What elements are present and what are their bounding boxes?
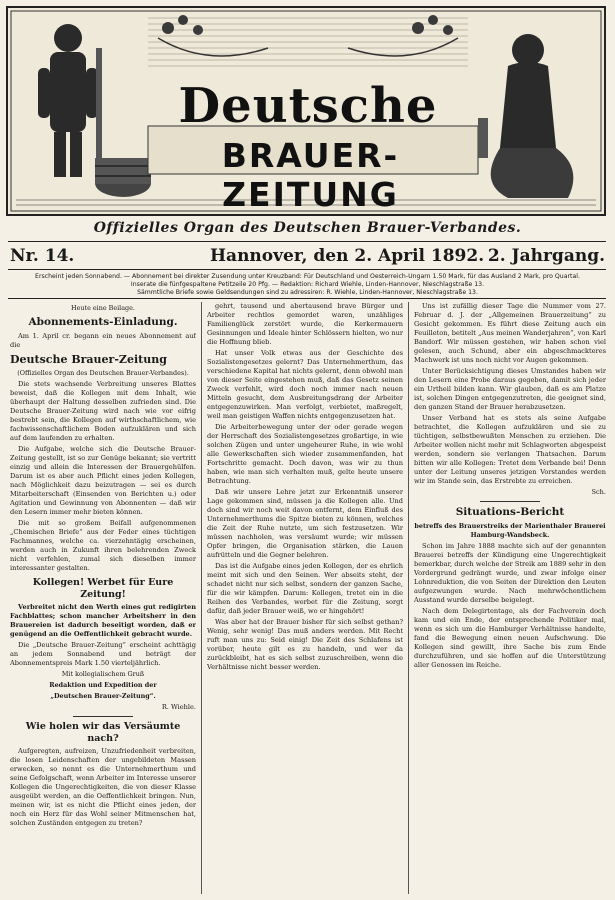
paragraph: Hat unser Volk etwas aus der Geschichte des Sozialistengesetzes gelernt? Das Unternehmerthum, das verschiedene Kapital hat nichts gelernt, denn obwohl man von dieser Seite eingestehen muß, daß das Gesetz seinen Zweck verfehlt, wird doch noch immer nach neuen Mitteln gesucht, dem Ausbreitungsdrang der Arbeiter entgegenzuwirken. Man verfolgt, verbietet, maßregelt, weil man geistigen Waffen nichts entgegenzusetzen hat. (207, 349, 403, 420)
title-line-2: BRAUER-ZEITUNG (221, 136, 400, 214)
column-2 (207, 302, 403, 894)
article-heading: Wie holen wir das Versäumte nach? (25, 721, 181, 744)
volume-number: 2. Jahrgang. (487, 246, 605, 266)
paragraph: Verbreitet nicht den Werth eines gut redigirten Fachblattes; schon mancher Arbeitsherr in den Brauereien ist dadurch beseitigt worden, daß er genügend an die Oeffentlichkeit gebracht wurde. (10, 603, 196, 638)
gambrinus-figure-right (478, 34, 573, 198)
info-line-1: Erscheint jeden Sonnabend. — Abonnement bei direkter Zusendung unter Kreuzband: Für Deutschland und Oesterreich-Ungarn 1.50 Mark, für das Ausland 2 Mark, pro Quartal. (35, 273, 580, 280)
subtitle: Offizielles Organ des Deutschen Brauer-Verbandes. (93, 220, 522, 236)
paragraph: Die mit so großem Beifall aufgenommenen „Chemischen Briefe“ aus der Feder eines tüchtigen Fachmannes, welche ca. vierzehntägig erscheinen, werden auch in Zukunft ihren belehrenden Zweck nicht verfehlen, zumal sich dieselben immer interessanter gestalten. (10, 519, 196, 572)
paragraph: Unter Berücksichtigung dieses Umstandes haben wir den Lesern eine Probe daraus gegeben, damit sich jeder ein Urtheil bilden kann. Wir glauben, daß es am Platze ist, solchen Dingen entgegenzutreten, die geeignet sind, den ganzen Stand der Brauer herabzusetzen. (414, 367, 606, 411)
greeting: Mit kollegialischem Gruß (61, 670, 145, 678)
report-heading: Situations-Bericht (455, 506, 565, 518)
paragraph: gehrt, tausend und abertausend brave Bürger und Arbeiter rechtlos gemordet waren, unzähliges Familienglück zerstört wurde, die Kerkermauern Gesinnungen und Ideale hinter Schlössern hielten, wo nur die Hoffnung blieb. (207, 302, 403, 346)
issue-number: Nr. 14. (10, 246, 75, 266)
divider (480, 501, 540, 502)
signoff-line-2: „Deutschen Brauer-Zeitung“. (50, 692, 156, 700)
subscription-info (10, 273, 605, 298)
divider (8, 298, 606, 299)
column-divider (408, 302, 409, 894)
info-line-2: Inserate die fünfgespaltene Petitzeile 20 Pfg. — Redaktion: Richard Wiehle, Linden-Hannover, Nieschlagstraße 13. (130, 281, 485, 289)
paragraph: Die Aufgabe, welche sich die Deutsche Brauer-Zeitung gestellt, ist so zur Genüge bekannt; sie vertritt einzig und allein die Interessen der Brauergehülfen. Darum ist es aber auch Pflicht eines jeden Kollegen, nach Möglichkeit dazu beizutragen — sei es durch Mitarbeiterschaft (Einsenden von Berichten u.) oder Agitation und Gewinnung von Abonnenten — daß wir den Lesern immer mehr bieten können. (10, 445, 196, 516)
paragraph: Uns ist zufällig dieser Tage die Nummer vom 27. Februar d. J. der „Allgemeinen Brauerzeitung“ zu Gesicht gekommen. Es führt diese Zeitung auch ein Feuilleton, betitelt „Aus meinen Wanderjahren“, von Karl Bandorf. Wir müssen gestehen, wir haben schon viel gelesen, auch Schund, aber ein abgeschmackteres Machwerk ist uns noch nicht vor Augen gekommen. (414, 302, 606, 364)
brewer-figure-left (38, 24, 102, 177)
divider (8, 269, 606, 270)
call-heading: Kollegen! Werbet für Eure Zeitung! (32, 577, 174, 600)
issue-date: Hannover, den 2. April 1892. (210, 246, 485, 266)
article-signature: Sch. (591, 488, 606, 496)
divider (73, 716, 133, 717)
contents-note: Heute eine Beilage. (71, 304, 135, 312)
divider (8, 241, 606, 242)
paragraph: Daß wir unsere Lehre jetzt zur Erkenntniß unserer Lage gekommen sind, müssen ja die Kollegen alle. Und doch sind wir noch weit davon entfernt, dem Einfluß des Unternehmerthums die Spitze bieten zu können, welches die Zeit der Ruhe nutzte, um sich festzusetzen. Wir müssen nachholen, was versäumt wurde; wir müssen Opfer bringen, die Organisation stärken, die Lauen aufrütteln und die Gegner belehren. (207, 488, 403, 559)
paper-name: Deutsche Brauer-Zeitung (10, 353, 167, 366)
paragraph: Die stets wachsende Verbreitung unseres Blattes beweist, daß die Kollegen mit dem Inhalt, wie überhaupt der Haltung desselben zufrieden sind. Die Deutsche Brauer-Zeitung wird nach wie vor eifrig bestrebt sein, die Kollegen auf wirthschaftlichem, wie fachwissenschaftlichem Boden aufzuklären und sich auf dem laufenden zu erhalten. (10, 380, 196, 442)
dateline (10, 246, 605, 268)
signoff-name: R. Wiehle. (161, 703, 196, 711)
invite-text: Am 1. April cr. begann ein neues Abonnement auf die (10, 332, 196, 349)
hops-ornament (158, 15, 458, 56)
report-subheading: betreffs des Brauerstreiks der Marienthaler Brauerei Hamburg-Wandsbeck. (414, 522, 606, 539)
paper-sub: (Offizielles Organ des Deutschen Brauer-Verbandes). (17, 369, 189, 377)
title-line-1: Deutsche (178, 78, 438, 134)
masthead (6, 6, 606, 216)
paragraph: Das ist die Aufgabe eines jeden Kollegen, der es ehrlich meint mit sich und den Seinen. Wer abseits steht, der schadet nicht nur sich selbst, sondern der ganzen Sache, für die wir kämpfen. Darum: Kollegen, tretet ein in die Reihen des Verbandes, werbet für die Zeitung, sorgt dafür, daß jeder Brauer weiß, wo er hingehört! (207, 562, 403, 615)
paragraph: Die Arbeiterbewegung unter der oder gerade wegen der Herrschaft des Sozialistengesetzes großartige, in wie solchen Zügen und unter ungeheurer Ruhe, in wie wohl alle Gewerkschaften sich wieder zusammenfanden, hat Fortschritte gemacht. Doch davon, was wir zu thun haben, wie man sich verhalten muß, gelte heute unsere Betrachtung. (207, 423, 403, 485)
paragraph: Nach dem Delegirtentage, als der Fachverein doch kam und ein Ende, der entsprechende Politiker mal, wenn es sich um die Hamburger Verhältnisse handelte, fand die Bewegung einen neuen Aufschwung. Die Kollegen sind gewillt, ihre Sache bis zum Ende durchzuführen, und sie hoffen auf die Unterstützung aller Genossen im Reiche. (414, 607, 606, 669)
info-line-3: Sämmtliche Briefe sowie Geldsendungen sind zu adressiren: R. Wiehle, Linden-Hannover, Nieschlagstraße 13. (137, 289, 478, 297)
paragraph: Die „Deutsche Brauer-Zeitung“ erscheint achttägig an jedem Sonnabend und beträgt der Abonnementspreis Mark 1.50 vierteljährlich. (10, 641, 196, 667)
paragraph: Aufgeregten, aufreizen, Unzufriedenheit verbreiten, die losen Leidenschaften der ungebildeten Massen erwecken, so nennt es die Unternehmerthum und seine Gefolgschaft, wenn Arbeiter im Interesse unserer Kollegen die Ungerechtigkeiten, die von dieser Klasse ausgeübt werden, an die Oeffentlichkeit bringen. Nun, meinen wir, ist es nicht die Pflicht eines jeden, der noch ein Herz für das Wohl seiner Mitmenschen hat, solchen Zuständen entgegen zu treten? (10, 747, 196, 827)
paragraph: Schon im Jahre 1888 machte sich auf der genannten Brauerei betreffs der Kündigung eine Ungerechtigkeit bemerkbar, durch welche der Streik am 1889 sehr in den Vordergrund gedrängt wurde, und zwar infolge einer Lohnreduktion, die von Seiten der Direktion den Leuten aufgezwungen wurde. Nach mehrwöchentlichem Ausstand wurde derselbe beigelegt. (414, 542, 606, 604)
column-1 (10, 302, 196, 894)
paragraph: Unser Verband hat es stets als seine Aufgabe betrachtet, die Kollegen aufzuklären und sie zu tüchtigen, selbstbewußten Menschen zu erziehen. Die Arbeiter wollen nicht mehr mit Schlagworten abgespeist werden, sondern sie verlangen Thatsachen. Darum bitten wir alle Kollegen: Tretet dem Verbande bei! Denn unter der Leitung unseres jetzigen Vorstandes werden wir im Stande sein, das Erstrebte zu erreichen. (414, 414, 606, 485)
signoff-line-1: Redaktion und Expedition der (49, 681, 157, 689)
column-3 (414, 302, 606, 894)
column-divider (201, 302, 202, 894)
invite-heading: Abonnements-Einladung. (28, 316, 178, 328)
paragraph: Was aber hat der Brauer bisher für sich selbst gethan? Wenig, sehr wenig! Das muß anders werden. Mit Recht ruft man uns zu: Seid einig! Die Zeit des Schlafens ist vorüber, heute gilt es zu handeln, und wer da zurückbleibt, hat es sich selbst zuzuschreiben, wenn die Verhältnisse nicht besser werden. (207, 618, 403, 671)
